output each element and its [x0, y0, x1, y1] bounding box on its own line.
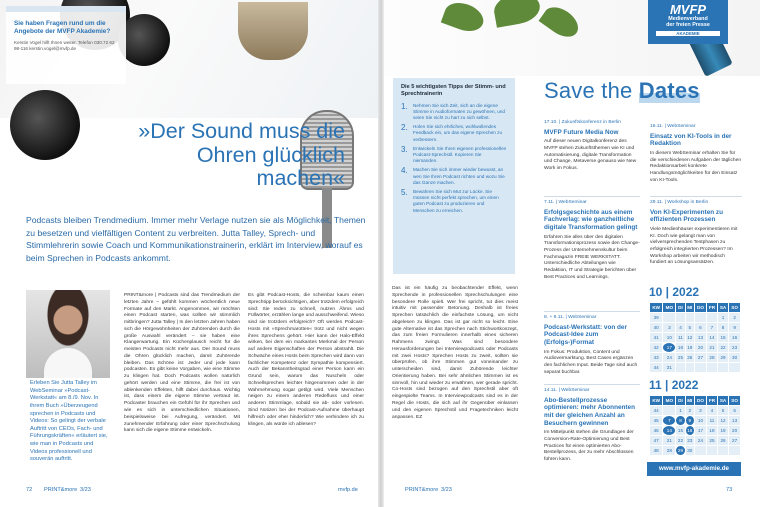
calendar-day [676, 363, 684, 372]
calendar-day [695, 363, 706, 372]
event-date: 29.11. | Workshop in Berlin [650, 200, 709, 205]
calendar-week-row [650, 426, 740, 435]
calendar-day: 4 [676, 323, 684, 332]
article-column-3: Das ist ein häufig zu beobachtender Effekt, wenn Sprechende in professionellen Sprechschulungen eine besondere Rolle spielt. Wer frei spricht, tut dies meist intuitiv mit passender Betonung. Deshalb ist freies Sprechen tatsächlich die einfachste Lösung, um nicht abgelesen zu klingen. Das ist gar nicht so leicht. Eine gute Alternative ist das Sprechen nach Stichwortkonzept, das zum freien Formulieren innerhalb eines sicheren Rahmens zwingt. Was sind besondere Herausforderungen bei Interviewpodcasts oder Podcasts mit zwei Hosts? Sprechen Hosts zu zweit, sollten sie überprüfen, ob ihre Stimmen gut voneinander zu unterscheiden sind, damit Zuhörende leichter Orientierung haben. Bei sehr ähnlichen Stimmen ist es sinnvoll, hin und wieder zu erwähnen, wer gerade spricht. Co-Hosts sind bezogen auf den Sprechstil aber oft eingespielte Teams. In Interviewpodcasts sind es in der Regel die Hosts, die sich auf ihr Gegenüber einlassen und den eigenen Sprechstil und Fragetechniken leicht anpassen. EZ [392, 286, 518, 420]
tip-number: 5. [401, 187, 408, 197]
event-title: Von KI-Experimenten zu effizienten Prozessen [650, 208, 724, 224]
calendar-day: 13 [695, 333, 706, 342]
calendar-day: 23 [687, 438, 693, 443]
divider [650, 196, 742, 197]
calendar-day: 25 [677, 355, 684, 360]
calendar-day: 21 [663, 436, 675, 445]
calendar-day: 19 [718, 426, 728, 435]
calendar-day: 3 [663, 323, 675, 332]
coffee-cup-icon [238, 2, 308, 60]
calendar-day: 9 [686, 416, 694, 425]
calendar-header-row [650, 396, 740, 405]
calendar-day [718, 363, 728, 372]
calendar-day: 6 [695, 323, 706, 332]
mvfp-logo [648, 0, 728, 44]
event-text: Erfahren Sie alles über den digitalen Transformationsprozess sowie den Change-Prozess der Unternehmenskultur beim Fachmagazin FREIE WERKSTATT. Unterschiedliche Abteilungen wie Redaktion, IT und Strategie berichten über Best Practices und Learnings. [544, 234, 640, 280]
calendar-day [695, 313, 706, 322]
event-text: In diesem WebSeminar erhalten Sie für die verschiedenen Aufgaben der täglichen Redaktionsarbeit konkrete Handlungsmöglichkeiten für den Einsatz von KI-Tools. [650, 151, 742, 183]
calendar-day [707, 363, 717, 372]
event-card [544, 120, 640, 173]
magazine-name-right: PRINT&more [405, 487, 439, 493]
calendar-day [729, 446, 740, 455]
calendar-day: 16 [687, 428, 693, 433]
calendar-header-cell: FR [708, 398, 716, 403]
tip-text: Nehmen Sie sich Zeit, sich an die eigene Stimme in Audioformaten zu gewöhnen, und seien Sie nicht zu hart zu sich selbst. [413, 102, 505, 120]
event-date: 7.11. | WebSeminar [544, 200, 587, 205]
calendar-day [663, 406, 675, 415]
calendar-header-cell: MI [687, 305, 693, 310]
calendar-grid [649, 395, 741, 456]
divider [544, 311, 640, 312]
calendar-november [649, 378, 741, 456]
calendar-header-cell: KW [650, 303, 662, 312]
headphone-icon [10, 90, 80, 160]
event-title: Podcast-Werkstatt: von der Podcast-Idee zum (Erfolgs-)Format [544, 323, 627, 347]
calendar-day: 22 [677, 438, 684, 443]
tip-text: Holen Sie sich ehrliches, wohlwollendes Feedback ein, um das eigene Sprechen zu verbessern. [413, 124, 503, 142]
event-text: Im Mittelpunkt stehen die Grundlagen der Conversion-Rate-Optimierung und Best Practices für einen optimierten Abo-Bestellprozess, der zu mehr Abschlüssen führen kann. [544, 430, 634, 463]
calendar-week-row [650, 406, 740, 415]
issue-right: 3/23 [441, 487, 452, 493]
calendar-day: 14 [663, 426, 675, 435]
calendar-day: 28 [707, 353, 717, 362]
event-card [544, 200, 640, 281]
calendar-week-row [650, 436, 740, 445]
article-column-2: Es gibt Podcast-Hosts, die scheinbar kaum einen Sprechtipp berücksichtigen, aber trotzdem erfolgreich sind: Sie reden zu schnell, nutzen Ähms und Füllwörter, erzählen lange und ausschweifend. Wieso sind sie trotzdem erfolgreich? Oft werden Podcast-Hosts mit »Sprechmarotten« trotz und nicht wegen ihres Sprechens gehört. Hier kann der Halo-Effekt wirken, bei dem ein markantes Merkmal der Person auf andere Eigenschaften der Person abstrahlt. Die Schwäche eines Hosts beim Sprechen wird dann von fachlicher Kompetenz oder Sympathie kompensiert. Auch der Bekanntheitsgrad einer Person kann ein Grund sein, warum das Nuscheln oder Schnellsprechen leichter hingenommen oder in der Wahrnehmung sogar getilgt wird. Viele Menschen neigen zu einem anderen Redefluss und einer anderen Stimmlage, sobald sie ab- oder vorlesen. Sind Notizen bei der Podcast-Aufnahme überhaupt hilfreich oder eher hinderlich? Wie verhindere ich zu klingen, als würde ich ablesen? [248, 293, 364, 427]
calendar-header-cell: DI [678, 305, 683, 310]
author-portrait [26, 290, 110, 378]
calendar-day: 27 [729, 436, 740, 445]
tips-title: Die 5 wichtigsten Tipps der Stimm- und Sprechtrainerin [401, 84, 506, 98]
plant-icon [492, 0, 543, 28]
calendar-day [707, 313, 717, 322]
calendar-day: 28 [663, 446, 675, 455]
calendar-week-row [650, 333, 740, 342]
calendar-day: 10 [663, 333, 675, 342]
calendar-week-row [650, 353, 740, 362]
portrait-caption: Erleben Sie Jutta Talley im WebSeminar »Podcast-Werkstatt« am 8./9. Nov. In ihrem Buch »Überzeugend sprechen in Podcasts und Videos: So gelingt der verbale Auftritt von CEOs, Fach- und Führungskräften« erläutert sie, wie man in Podcasts und Videos professionell und souverän auftritt. [30, 380, 108, 463]
tip-text: Entwickeln Sie Ihren eigenen professionellen Podcast-Sprechstil. Kopieren Sie niemanden. [413, 145, 507, 164]
calendar-day: 22 [718, 343, 728, 352]
tip-item [401, 124, 507, 143]
calendar-header-cell: SO [729, 303, 740, 312]
tip-text: Machen Sie sich immer wieder bewusst, an wen Sie Ihren Podcast richten und wozu Sie das Ganze machen. [413, 167, 505, 185]
calendar-day [718, 446, 728, 455]
calendar-day: 18 [677, 345, 684, 350]
plant-icon [441, 0, 487, 36]
calendar-day: 14 [707, 333, 717, 342]
calendar-day: 5 [686, 323, 694, 332]
calendar-header-cell: DO [695, 303, 706, 312]
calendar-day [686, 313, 694, 322]
event-text: Auf dieser neuen Digitalkonferenz des MVFP stehen Zukunftsthemen wie KI und Automatisierung, digitale Transformation und Change, Metaverse genauso wie New Work im Fokus. [544, 139, 637, 172]
calendar-day: 5 [718, 406, 728, 415]
dates-text: Dates [638, 78, 700, 103]
event-card [544, 388, 640, 464]
calendar-day: 21 [707, 343, 717, 352]
calendar-week-row [650, 313, 740, 322]
calendar-day: 7 [663, 416, 675, 425]
calendar-week-number: 40 [650, 323, 662, 332]
calendar-header-cell: MO [663, 396, 675, 405]
calendar-day [663, 313, 675, 322]
calendar-week-number: 44 [650, 363, 662, 372]
calendar-header-row [650, 303, 740, 312]
article-column-1: PRINT&more | Podcasts sind das Trendmedium der letzten Jahre – gefühlt kommen wöchentlich neue Formate auf den Markt. Angenommen, wir möchten einen Podcast starten, was sollten wir stimmlich mitbringen? Jutta Talley | In den letzten Jahren haben sich die Hörgewohnheiten der Zuhörenden durch die große Auswahl verändert – sie haben eine Klangerwartung. Ein Küchenplausch reicht für die meisten Podcasts nicht mehr aus. Der Sound muss die Ohren glücklich machen, damit Zuhörende bleiben. Das Schöne ist: Jeder und jede kann podcasten. Es gibt keine Vorgaben, wie eine Stimme zu klingen hat. Doch Podcasts wollen natürlich gehört werden und eine Stimme, die frei ist von ablenkenden Effekten, hilft dabei durchaus. Wichtig ist, dass einem die eigene Stimme vertraut ist. Podcaster brauchen ein Gefühl für ihr Sprechen und wie es sich in unterschiedlichen Situationen, beispielsweise bei Aufregung, verändert. Mit zunehmender Erfahrung oder einer Sprechschulung kann sich die eigene Stimme entwickeln. [124, 293, 240, 434]
calendar-day: 15 [677, 428, 684, 433]
calendar-day: 8 [718, 323, 728, 332]
event-date: 8. + 9.11. | WebSeminar [544, 315, 597, 320]
calendar-day [686, 363, 694, 372]
calendar-day: 26 [718, 436, 728, 445]
calendar-header-cell: MO [663, 303, 675, 312]
calendar-header-cell: KW [650, 396, 662, 405]
calendar-week-number: 48 [650, 446, 662, 455]
magazine-name-left: PRINT&more [44, 487, 78, 493]
tip-item [401, 103, 507, 122]
calendar-day: 24 [663, 353, 675, 362]
calendar-day: 2 [686, 406, 694, 415]
calendar-day [695, 446, 706, 455]
calendar-day: 27 [695, 353, 706, 362]
page-gutter [378, 0, 384, 507]
calendar-day: 26 [687, 355, 693, 360]
calendar-header-cell: SA [719, 305, 727, 310]
calendar-title: 10 | 2022 [649, 285, 700, 299]
tip-text: Bewahren Sie sich Mut zur Lücke. Sie müssen nicht perfekt sprechen, um einen guten Podcast zu produzieren und Menschen zu erreichen. [413, 188, 499, 213]
calendar-day: 18 [707, 426, 717, 435]
calendar-day: 7 [707, 323, 717, 332]
calendar-week-number: 42 [650, 343, 662, 352]
site-left: mvfp.de [338, 487, 358, 493]
page-number-right: 73 [726, 487, 733, 493]
calendar-week-number: 44 [650, 406, 662, 415]
calendar-week-number: 43 [650, 353, 662, 362]
calendar-day: 12 [718, 416, 728, 425]
event-date: 16.11. | WebSeminar [650, 124, 696, 129]
contact-question: Sie haben Fragen rund um die Angebote der MVFP Akademie? [14, 20, 111, 35]
calendar-title: 11 | 2022 [649, 378, 699, 392]
website-link[interactable]: www.mvfp-akademie.de [647, 462, 741, 476]
calendar-header-cell: SO [729, 396, 740, 405]
calendar-day: 16 [729, 333, 740, 342]
calendar-day: 23 [729, 343, 740, 352]
calendar-day: 12 [687, 335, 693, 340]
calendar-day: 25 [707, 436, 717, 445]
calendar-week-row [650, 446, 740, 455]
calendar-october [649, 285, 741, 373]
divider [544, 384, 640, 385]
divider [544, 196, 640, 197]
calendar-header-cell: FR [708, 305, 716, 310]
tip-item [401, 189, 507, 214]
calendar-day: 19 [687, 345, 693, 350]
calendar-day [707, 446, 717, 455]
event-title: Abo-Bestellprozesse optimieren: mehr Abonnenten mit der gleichen Anzahl an Besuchern gewinnen [544, 396, 636, 427]
event-text: Im Fokus: Produktion, Content und Audiovermarktung. Best Cases ergänzen den fachlichen Input. Beide Tage sind auch separat buchbar. [544, 349, 638, 375]
event-title: Erfolgsgeschichte aus einem Fachverlag: wie ganzheitliche digitale Transformation gelingt [544, 208, 638, 232]
logo-sub2: der freien Presse [666, 22, 710, 29]
calendar-day: 9 [729, 323, 740, 332]
calendar-day: 6 [729, 406, 740, 415]
save-the-text: Save the [544, 78, 633, 103]
calendar-week-row [650, 363, 740, 372]
calendar-day: 29 [677, 448, 684, 453]
article-intro: Podcasts bleiben Trendmedium. Immer mehr Verlage nutzen sie als Möglichkeit, Themen zu besetzen und vielfältigen Content zu verbreiten. Jutta Talley, Sprech- und Stimmlehrerin sowie Coach und Kommunikationstrainerin, erklärt im Interview, worauf es beim Sprechen in Podcasts ankommt. [26, 215, 366, 264]
calendar-day: 2 [729, 313, 740, 322]
event-title: Einsatz von KI-Tools in der Redaktion [650, 132, 732, 148]
event-date: 17.10. | Zukunftskonferenz in Berlin [544, 120, 621, 125]
event-card [544, 315, 640, 376]
calendar-day: 20 [729, 426, 740, 435]
calendar-week-number: 47 [650, 436, 662, 445]
event-card [650, 124, 742, 184]
contact-details: Kerstin Vogel hilft Ihnen weiter. Telefon 030.72 62 98-116 kerstin.vogel@mvfp.de [14, 40, 115, 52]
tip-number: 3. [401, 144, 408, 154]
event-title: MVFP Future Media Now [544, 128, 619, 136]
calendar-day: 30 [687, 448, 693, 453]
calendar-day: 30 [729, 353, 740, 362]
calendar-day: 31 [663, 363, 675, 372]
tip-number: 2. [401, 123, 408, 133]
calendar-day: 4 [707, 406, 717, 415]
calendar-day: 10 [695, 416, 706, 425]
calendar-week-number: 46 [650, 426, 662, 435]
logo-tag: AKADEMIE [656, 31, 720, 36]
calendar-day: 29 [718, 353, 728, 362]
calendar-header-cell: MI [687, 398, 693, 403]
tip-item [401, 167, 507, 186]
tip-item [401, 146, 507, 165]
calendar-header-cell: SA [719, 398, 727, 403]
issue-left: 3/23 [80, 487, 91, 493]
calendar-day [676, 313, 684, 322]
calendar-header-cell: DO [695, 396, 706, 405]
calendar-week-number: 41 [650, 333, 662, 342]
calendar-grid [649, 302, 741, 373]
calendar-day: 3 [695, 406, 706, 415]
event-date: 14.11. | WebSeminar [544, 388, 590, 393]
calendar-day: 8 [676, 416, 684, 425]
event-text: Viele Medienhäuser experimentieren mit KI. Doch wie gelangt man von vielversprechenden Testphasen zu erfolgreich integrierten Prozessen? Im Workshop arbeiten wir methodisch fundiert an Lösungsansätzen. [650, 227, 738, 266]
calendar-week-row [650, 416, 740, 425]
calendar-day: 17 [695, 426, 706, 435]
calendar-day: 13 [729, 416, 740, 425]
calendar-week-number: 39 [650, 313, 662, 322]
tip-number: 4. [401, 166, 408, 176]
tip-number: 1. [401, 101, 408, 111]
calendar-day: 1 [718, 313, 728, 322]
event-card [650, 200, 742, 267]
save-the-dates-title [544, 78, 700, 104]
article-headline: »Der Sound muss die Ohren glücklich machen« [138, 119, 345, 191]
page-number-left: 72 [26, 487, 33, 493]
calendar-week-number: 45 [650, 416, 662, 425]
logo-sub1: Medienverband [668, 16, 708, 22]
contact-infobox [6, 6, 126, 84]
calendar-day: 24 [695, 436, 706, 445]
plant-icon [539, 1, 584, 42]
calendar-day: 20 [695, 343, 706, 352]
calendar-day: 15 [718, 333, 728, 342]
calendar-day [729, 363, 740, 372]
calendar-day: 1 [676, 406, 684, 415]
calendar-week-row [650, 343, 740, 352]
tips-box [393, 78, 515, 274]
calendar-day: 11 [707, 416, 717, 425]
calendar-header-cell: DI [678, 398, 683, 403]
calendar-day: 17 [663, 343, 675, 352]
logo-main: MVFP [669, 2, 707, 17]
calendar-week-row [650, 323, 740, 332]
calendar-day: 11 [678, 335, 683, 340]
